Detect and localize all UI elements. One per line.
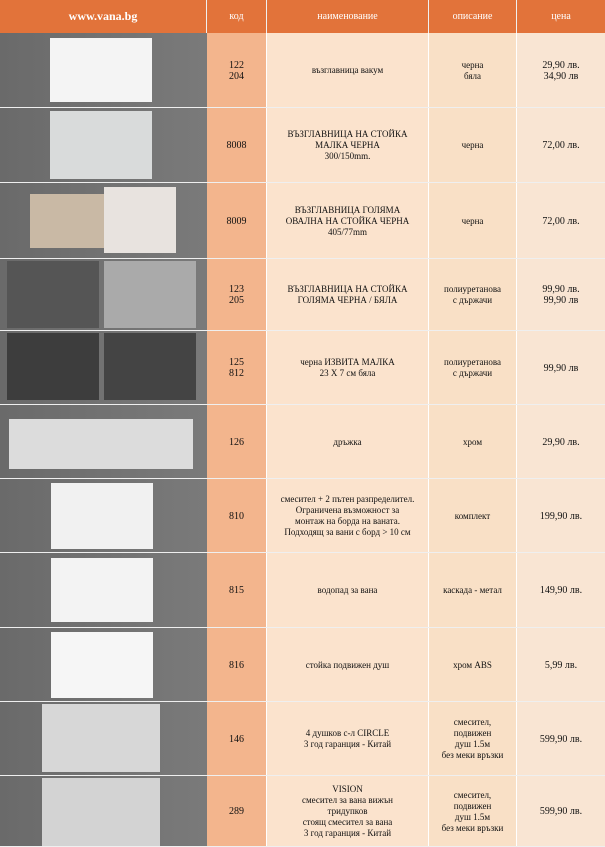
product-description: хром ABS bbox=[429, 628, 517, 702]
product-description: смесител, подвижен душ 1.5м без меки връзки bbox=[429, 776, 517, 847]
product-name: водопад за вана bbox=[267, 553, 429, 628]
product-code: 816 bbox=[207, 628, 267, 702]
product-description: полиуретанова с държачи bbox=[429, 331, 517, 405]
product-name: черна ИЗВИТА МАЛКА 23 Х 7 см бяла bbox=[267, 331, 429, 405]
product-image bbox=[0, 331, 207, 405]
product-image bbox=[0, 33, 207, 108]
product-description: смесител, подвижен душ 1.5м без меки връзки bbox=[429, 702, 517, 776]
product-name: ВЪЗГЛАВНИЦА НА СТОЙКА МАЛКА ЧЕРНА 300/150mm. bbox=[267, 108, 429, 183]
product-image bbox=[0, 405, 207, 479]
product-price: 99,90 лв bbox=[517, 331, 605, 405]
product-price: 599,90 лв. bbox=[517, 776, 605, 847]
product-photo bbox=[9, 419, 193, 469]
product-code: 815 bbox=[207, 553, 267, 628]
undefined bbox=[104, 333, 196, 400]
header-code: код bbox=[207, 0, 267, 33]
product-image bbox=[0, 628, 207, 702]
product-name: VISION смесител за вана вижън тридупков стоящ смесител за вана 3 год гаранция - Китай bbox=[267, 776, 429, 847]
product-photo bbox=[51, 558, 153, 622]
product-name: дръжка bbox=[267, 405, 429, 479]
product-image bbox=[0, 776, 207, 847]
product-price: 29,90 лв. bbox=[517, 405, 605, 479]
product-image bbox=[0, 553, 207, 628]
product-image bbox=[0, 183, 207, 259]
product-code: 8009 bbox=[207, 183, 267, 259]
product-price: 149,90 лв. bbox=[517, 553, 605, 628]
product-image bbox=[0, 702, 207, 776]
product-price: 72,00 лв. bbox=[517, 108, 605, 183]
product-description: полиуретанова с държачи bbox=[429, 259, 517, 331]
product-code: 122 204 bbox=[207, 33, 267, 108]
header-name: наименование bbox=[267, 0, 429, 33]
product-description: черна bbox=[429, 108, 517, 183]
product-price: 99,90 лв. 99,90 лв bbox=[517, 259, 605, 331]
product-price: 199,90 лв. bbox=[517, 479, 605, 553]
product-name: възглавница вакум bbox=[267, 33, 429, 108]
product-image bbox=[0, 108, 207, 183]
product-code: 810 bbox=[207, 479, 267, 553]
product-photo bbox=[51, 483, 153, 549]
product-photo bbox=[50, 111, 152, 179]
product-name: ВЪЗГЛАВНИЦА НА СТОЙКА ГОЛЯМА ЧЕРНА / БЯЛА bbox=[267, 259, 429, 331]
product-description: черна бяла bbox=[429, 33, 517, 108]
table-row bbox=[0, 108, 605, 183]
table-row bbox=[0, 479, 605, 553]
table-row bbox=[0, 33, 605, 108]
product-photo-zoom bbox=[104, 187, 176, 253]
product-photo bbox=[42, 704, 160, 772]
product-photo bbox=[42, 778, 160, 846]
product-name: смесител + 2 пътен разпределител. Ограничена възможност за монтаж на борда на ваната. Подходящ за вани с борд > 10 см bbox=[267, 479, 429, 553]
table-header bbox=[0, 0, 605, 33]
product-price: 29,90 лв. 34,90 лв bbox=[517, 33, 605, 108]
table-row bbox=[0, 259, 605, 331]
product-code: 125 812 bbox=[207, 331, 267, 405]
undefined bbox=[7, 333, 99, 400]
table-row bbox=[0, 553, 605, 628]
product-code: 8008 bbox=[207, 108, 267, 183]
table-row bbox=[0, 183, 605, 259]
product-price: 599,90 лв. bbox=[517, 702, 605, 776]
table-row bbox=[0, 776, 605, 847]
table-row bbox=[0, 331, 605, 405]
undefined bbox=[7, 261, 99, 328]
header-description: описание bbox=[429, 0, 517, 33]
product-code: 289 bbox=[207, 776, 267, 847]
product-photo bbox=[50, 38, 152, 102]
product-description: хром bbox=[429, 405, 517, 479]
product-image bbox=[0, 259, 207, 331]
product-photo bbox=[51, 632, 153, 698]
product-name: 4 душков с-л CIRCLE 3 год гаранция - Китай bbox=[267, 702, 429, 776]
table-row bbox=[0, 405, 605, 479]
product-description: комплект bbox=[429, 479, 517, 553]
undefined bbox=[104, 261, 196, 328]
site-url[interactable]: www.vana.bg bbox=[0, 0, 207, 33]
product-image bbox=[0, 479, 207, 553]
header-price: цена bbox=[517, 0, 605, 33]
product-price: 72,00 лв. bbox=[517, 183, 605, 259]
product-description: каскада - метал bbox=[429, 553, 517, 628]
product-description: черна bbox=[429, 183, 517, 259]
table-row bbox=[0, 702, 605, 776]
product-name: ВЪЗГЛАВНИЦА ГОЛЯМА ОВАЛНА НА СТОЙКА ЧЕРНА 405/77mm bbox=[267, 183, 429, 259]
product-code: 126 bbox=[207, 405, 267, 479]
product-name: стойка подвижен душ bbox=[267, 628, 429, 702]
product-code: 146 bbox=[207, 702, 267, 776]
product-code: 123 205 bbox=[207, 259, 267, 331]
table-row bbox=[0, 628, 605, 702]
product-price: 5,99 лв. bbox=[517, 628, 605, 702]
